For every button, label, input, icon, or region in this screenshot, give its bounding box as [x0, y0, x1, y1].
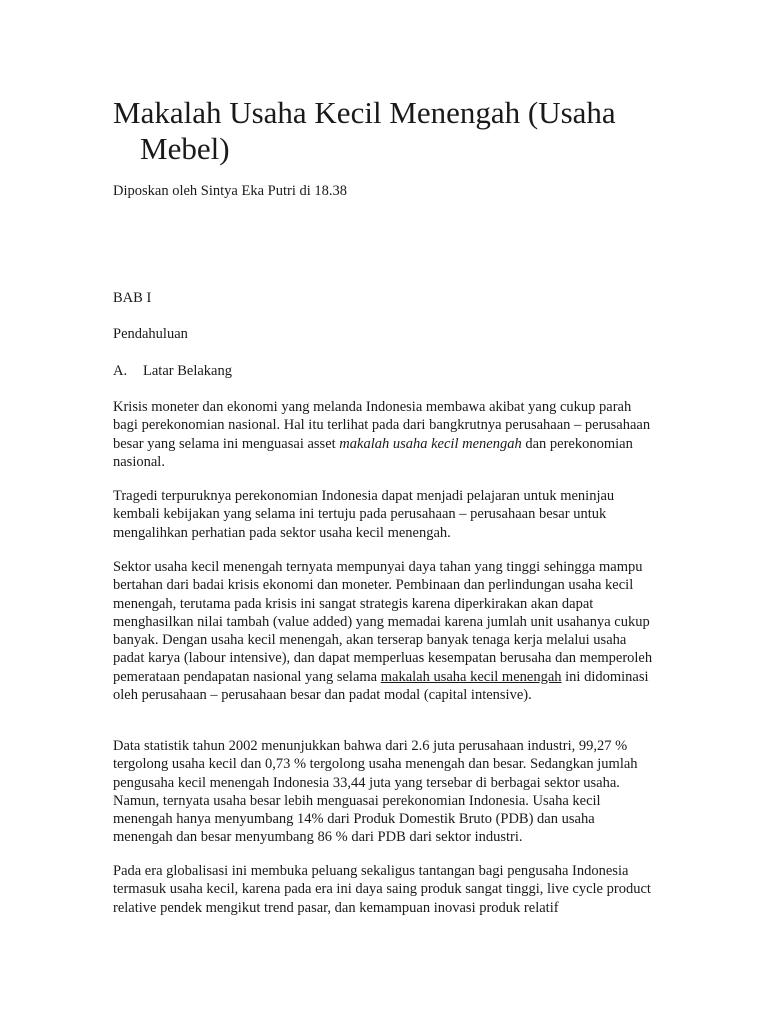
paragraph-3-text: Sektor usaha kecil menengah ternyata mempunyai daya tahan yang tinggi sehingga mampu bertahan dari badai krisis ekonomi dan moneter. Pembinaan dan perlindungan usaha kecil menengah, terutama pada krisis ini sangat strategis karena diperkirakan akan dapat menghasilkan nilai tambah (value added) yang memadai karena jumlah unit usahanya cukup banyak. Dengan usaha kecil menengah, akan terserap banyak tenaga kerja melalui usaha padat karya (labour intensive), dan dapat memperluas kesempatan berusaha dan memperoleh pemerataan pendapatan nasional yang selama [113, 559, 653, 685]
chapter-title: Pendahuluan [113, 326, 188, 342]
paragraph-5: Pada era globalisasi ini membuka peluang sekaligus tantangan bagi pengusaha Indonesia termasuk usaha kecil, karena pada era ini daya saing produk sangat tinggi, live cycle product relative pendek mengikut trend pasar, dan kemampuan inovasi produk relatif [113, 863, 651, 916]
paragraph-3 [113, 558, 653, 704]
document-title: Makalah Usaha Kecil Menengah (Usaha Mebel) [113, 95, 616, 166]
section-title: Latar Belakang [143, 363, 232, 379]
paragraph-1-text: Krisis moneter dan ekonomi yang melanda Indonesia membawa akibat yang cukup parah bagi perekonomian nasional. Hal itu terlihat pada dari bangkrutnya perusahaan – perusahaan besar yang selama ini menguasai asset [113, 399, 651, 452]
post-byline: Diposkan oleh Sintya Eka Putri di 18.38 [113, 183, 347, 199]
chapter-heading: BAB I [113, 290, 152, 306]
section-letter: A. [113, 363, 128, 379]
section-heading [113, 363, 232, 380]
paragraph-1-italic-link: makalah usaha kecil menengah [339, 435, 522, 452]
paragraph-2: Tragedi terpuruknya perekonomian Indonesia dapat menjadi pelajaran untuk meninjau kembali kebijakan yang selama ini tertuju pada perusahaan – perusahaan besar untuk mengalihkan perhatian pada sektor usaha kecil menengah. [113, 488, 615, 541]
paragraph-3-text-end: ini didominasi oleh perusahaan – perusahaan besar dan padat modal (capital intensive). [113, 668, 649, 704]
paragraph-1-text-end: dan perekonomian nasional. [113, 435, 633, 470]
paragraph-3-link[interactable]: makalah usaha kecil menengah [380, 668, 562, 685]
paragraph-1 [113, 398, 653, 471]
paragraph-4: Data statistik tahun 2002 menunjukkan bahwa dari 2.6 juta perusahaan industri, 99,27 % tergolong usaha kecil dan 0,73 % tergolong usaha menengah dan besar. Sedangkan jumlah pengusaha kecil menengah Indonesia 33,44 juta yang tersebar di berbagai sektor usaha. Namun, ternyata usaha besar lebih menguasai perekonomian Indonesia. Usaha kecil menengah hanya menyumbang 14% dari Produk Domestik Bruto (PDB) dan usaha menengah dan besar menyumbang 86 % dari PDB dari sektor industri. [113, 738, 638, 846]
